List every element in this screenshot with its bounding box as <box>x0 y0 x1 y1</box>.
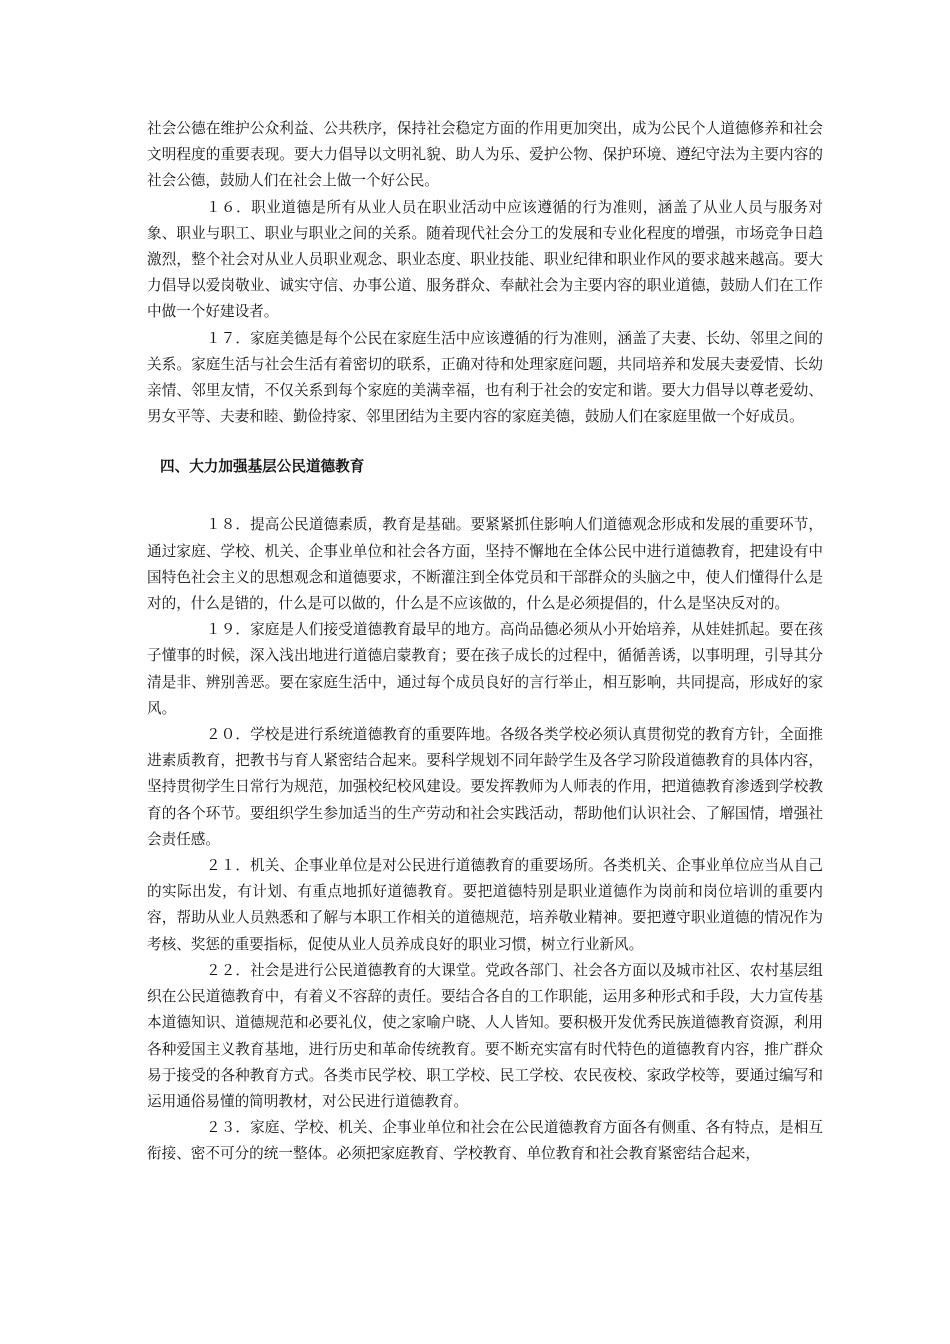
paragraph-22: ２２．社会是进行公民道德教育的大课堂。党政各部门、社会各方面以及城市社区、农村基层组织在公民道德教育中，有着义不容辞的责任。要结合各自的工作职能，运用多种形式和手段，大力宣传基本道德知识、道德规范和必要礼仪，使之家喻户晓、人人皆知。要积极开发优秀民族道德教育资源，利用各种爱国主义教育基地，进行历史和革命传统教育。要不断充实富有时代特色的道德教育内容，推广群众易于接受的各种教育方式。各类市民学校、职工学校、民工学校、农民夜校、家政学校等，要通过编写和运用通俗易懂的简明教材，对公民进行道德教育。 <box>147 961 823 1110</box>
paragraph-21: ２１．机关、企事业单位是对公民进行道德教育的重要场所。各类机关、企事业单位应当从自己的实际出发，有计划、有重点地抓好道德教育。要把道德特别是职业道德作为岗前和岗位培训的重要内容，帮助从业人员熟悉和了解与本职工作相关的道德规范，培养敬业精神。要把遵守职业道德的情况作为考核、奖惩的重要指标，促使从业人员养成良好的职业习惯，树立行业新风。 <box>147 857 823 953</box>
paragraph-18: １８．提高公民道德素质，教育是基础。要紧紧抓住影响人们道德观念形成和发展的重要环节，通过家庭、学校、机关、企事业单位和社会各方面，坚持不懈地在全体公民中进行道德教育，把建设有中国特色社会主义的思想观念和道德要求，不断灌注到全体党员和干部群众的头脑之中，使人们懂得什么是对的，什么是错的，什么是可以做的，什么是不应该做的，什么是必须提倡的，什么是坚决反对的。 <box>147 516 823 613</box>
paragraph-16: １６．职业道德是所有从业人员在职业活动中应该遵循的行为准则，涵盖了从业人员与服务对象、职业与职工、职业与职业之间的关系。随着现代社会分工的发展和专业化程度的增强，市场竞争日趋激烈，整个社会对从业人员职业观念、职业态度、职业技能、职业纪律和职业作风的要求越来越高。要大力倡导以爱岗敬业、诚实守信、办事公道、服务群众、奉献社会为主要内容的职业道德，鼓励人们在工作中做一个好建设者。 <box>147 198 823 321</box>
paragraph-23: ２３．家庭、学校、机关、企事业单位和社会在公民道德教育方面各有侧重、各有特点，是相互衔接、密不可分的统一整体。必须把家庭教育、学校教育、单位教育和社会教育紧密结合起来， <box>147 1119 823 1163</box>
section-heading: 四、大力加强基层公民道德教育 <box>160 458 365 476</box>
paragraph-17: １７．家庭美德是每个公民在家庭生活中应该遵循的行为准则，涵盖了夫妻、长幼、邻里之间的关系。家庭生活与社会生活有着密切的联系，正确对待和处理家庭问题，共同培养和发展夫妻爱情、长幼亲情、邻里友情，不仅关系到每个家庭的美满幸福，也有利于社会的安定和谐。要大力倡导以尊老爱幼、男女平等、夫妻和睦、勤俭持家、邻里团结为主要内容的家庭美德，鼓励人们在家庭里做一个好成员。 <box>147 329 823 426</box>
paragraph-19: １９．家庭是人们接受道德教育最早的地方。高尚品德必须从小开始培养，从娃娃抓起。要在孩子懂事的时候，深入浅出地进行道德启蒙教育；要在孩子成长的过程中，循循善诱，以事明理，引导其分清是非、辨别善恶。要在家庭生活中，通过每个成员良好的言行举止，相互影响，共同提高，形成好的家风。 <box>147 621 823 717</box>
document-page <box>147 116 823 1168</box>
paragraph-social-ethics-continued: 社会公德在维护公众利益、公共秩序，保持社会稳定方面的作用更加突出，成为公民个人道德修养和社会文明程度的重要表现。要大力倡导以文明礼貌、助人为乐、爱护公物、保护环境、遵纪守法为主要内容的社会公德，鼓励人们在社会上做一个好公民。 <box>147 120 823 190</box>
paragraph-20: ２０．学校是进行系统道德教育的重要阵地。各级各类学校必须认真贯彻党的教育方针，全面推进素质教育，把教书与育人紧密结合起来。要科学规划不同年龄学生及各学习阶段道德教育的具体内容，坚持贯彻学生日常行为规范，加强校纪校风建设。要发挥教师为人师表的作用，把道德教育渗透到学校教育的各个环节。要组织学生参加适当的生产劳动和社会实践活动，帮助他们认识社会、了解国情，增强社会责任感。 <box>147 726 823 848</box>
